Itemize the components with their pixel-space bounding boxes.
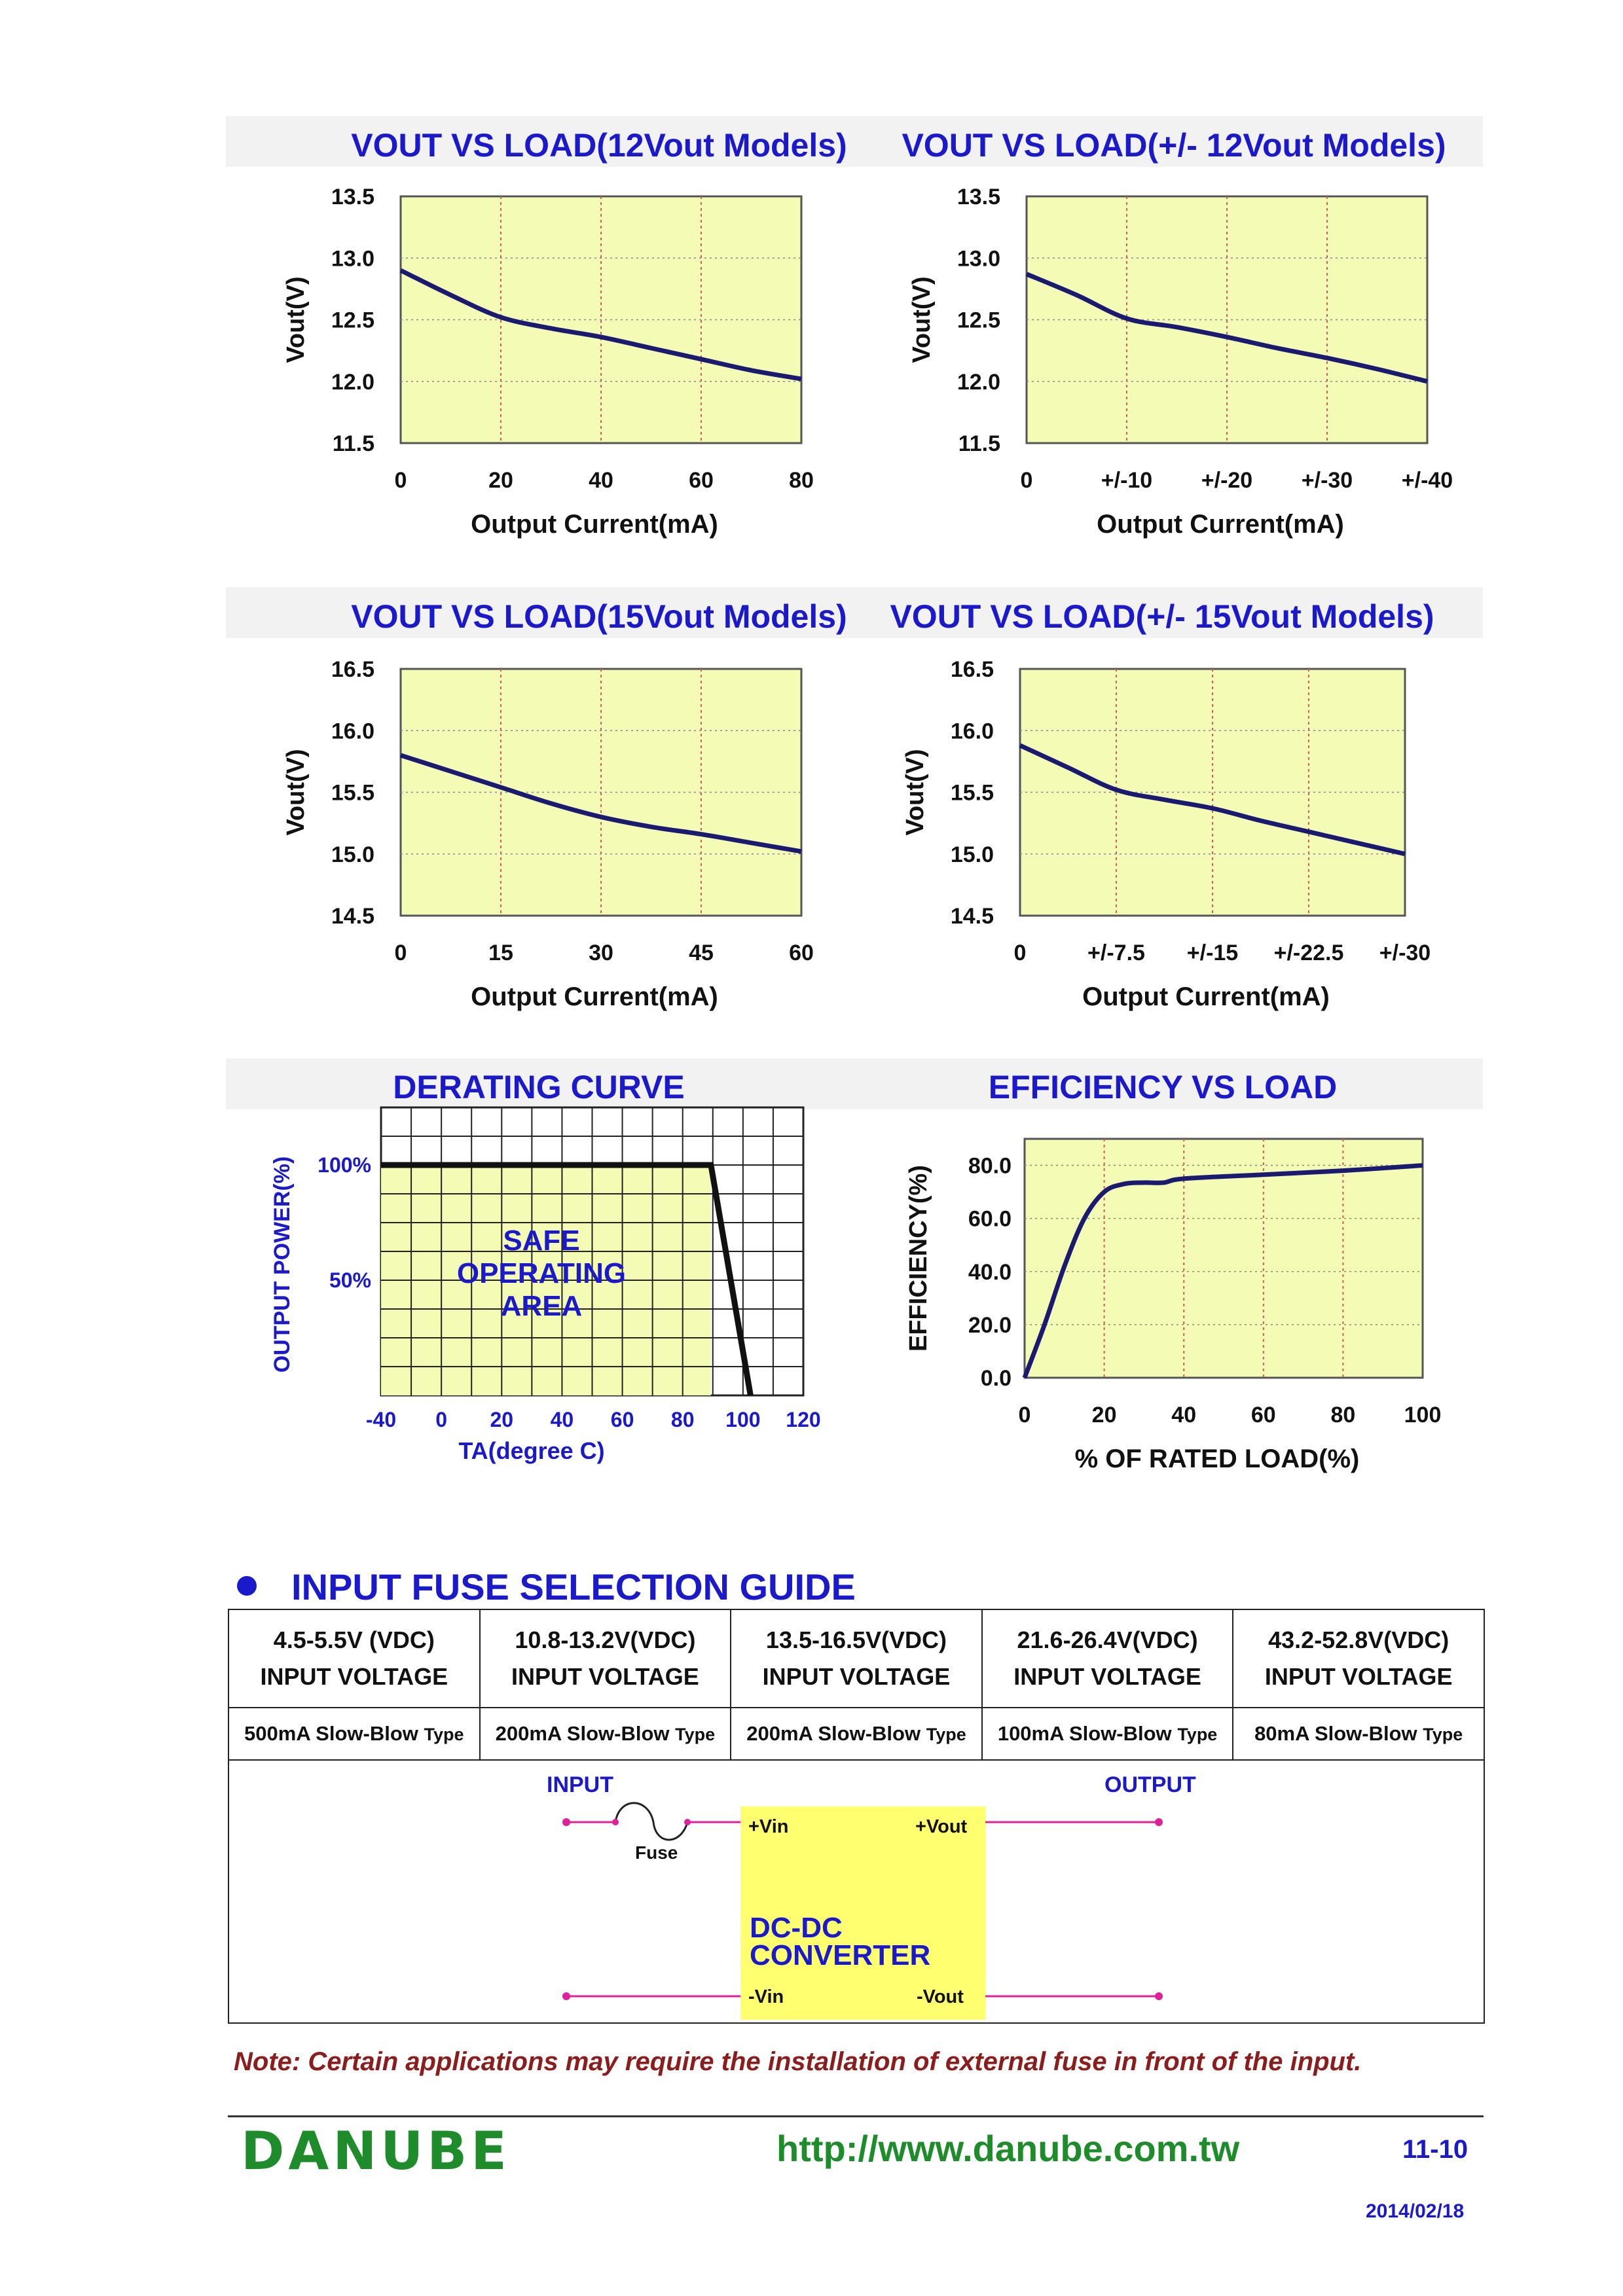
y-tick-label: 16.0	[331, 719, 374, 744]
terminal-dot	[562, 1992, 570, 2000]
x-tick-label: 100	[1404, 1403, 1442, 1427]
converter-label-line2: CONVERTER	[750, 1939, 931, 1971]
x-axis-label: Output Current(mA)	[1082, 982, 1330, 1011]
x-axis-label: Output Current(mA)	[471, 982, 718, 1011]
fuse-icon	[615, 1803, 687, 1840]
y-tick-label: 14.5	[331, 904, 374, 929]
x-tick-label: +/-22.5	[1273, 941, 1344, 965]
safe-area-label: OPERATING	[456, 1257, 627, 1289]
x-tick-label: 60	[689, 468, 714, 493]
x-axis-label: % OF RATED LOAD(%)	[1074, 1444, 1360, 1473]
y-tick-label: 15.0	[950, 842, 994, 867]
y-axis-label: Vout(V)	[902, 749, 929, 836]
terminal-dot	[612, 1819, 619, 1825]
vin-minus-label: -Vin	[748, 1986, 784, 2007]
chart-title: VOUT VS LOAD(+/- 12Vout Models)	[902, 127, 1446, 164]
y-tick-label: 16.5	[331, 657, 374, 682]
x-tick-label: 20	[1091, 1403, 1117, 1427]
x-tick-label: 120	[786, 1408, 821, 1431]
y-axis-label: EFFICIENCY(%)	[905, 1165, 932, 1352]
y-tick-label: 100%	[318, 1153, 371, 1177]
x-tick-label: +/-40	[1401, 468, 1453, 493]
fuse-cell: 500mA Slow-Blow Type	[228, 1708, 480, 1760]
bullet-icon	[237, 1576, 257, 1596]
y-tick-label: 12.0	[331, 369, 374, 395]
x-tick-label: 0	[1020, 468, 1033, 493]
x-tick-label: -40	[365, 1408, 397, 1431]
x-tick-label: 60	[610, 1408, 634, 1431]
terminal-dot	[562, 1818, 570, 1826]
fuse-cell: 100mA Slow-Blow Type	[982, 1708, 1233, 1760]
y-tick-label: 12.5	[331, 308, 374, 333]
x-tick-label: 80	[1330, 1403, 1356, 1427]
fuse-cell: 200mA Slow-Blow Type	[731, 1708, 982, 1760]
y-tick-label: 40.0	[968, 1259, 1012, 1285]
y-tick-label: 0.0	[980, 1366, 1012, 1391]
fuse-cell: 80mA Slow-Blow Type	[1233, 1708, 1484, 1760]
voltage-cell: 13.5-16.5V(VDC) INPUT VOLTAGE	[731, 1609, 982, 1708]
fuse-diagram-cell	[228, 1760, 1484, 2023]
x-tick-label: +/-30	[1301, 468, 1353, 493]
y-axis-label: OUTPUT POWER(%)	[270, 1156, 295, 1373]
y-tick-label: 13.0	[331, 246, 374, 272]
x-tick-label: 0	[1013, 941, 1027, 965]
vin-plus-label: +Vin	[748, 1816, 789, 1837]
x-tick-label: 0	[1018, 1403, 1031, 1427]
fuse-wiring-diagram	[229, 1761, 1484, 2021]
y-tick-label: 16.5	[950, 657, 994, 682]
x-tick-label: 40	[1171, 1403, 1197, 1427]
chart-title: VOUT VS LOAD(12Vout Models)	[351, 127, 847, 164]
y-axis-label: Vout(V)	[282, 749, 310, 836]
voltage-cell: 21.6-26.4V(VDC) INPUT VOLTAGE	[982, 1609, 1233, 1708]
y-tick-label: 11.5	[958, 431, 1000, 456]
website-link[interactable]: http://www.danube.com.tw	[776, 2128, 1240, 2169]
y-axis-label: Vout(V)	[908, 276, 936, 363]
x-tick-label: +/-7.5	[1087, 941, 1145, 965]
chart-title: VOUT VS LOAD(15Vout Models)	[351, 598, 847, 635]
terminal-dot	[1155, 1992, 1163, 2000]
x-tick-label: 40	[589, 468, 613, 493]
x-tick-label: +/-15	[1186, 941, 1239, 965]
x-tick-label: 30	[589, 941, 613, 965]
y-tick-label: 11.5	[332, 431, 374, 456]
safe-area-label: AREA	[500, 1290, 583, 1322]
converter-label-line1: DC-DC	[750, 1912, 843, 1944]
x-tick-label: 40	[550, 1408, 574, 1431]
y-tick-label: 15.5	[331, 780, 374, 806]
y-tick-label: 15.5	[950, 780, 994, 806]
x-axis-label: TA(degree C)	[458, 1437, 605, 1464]
input-label: INPUT	[547, 1772, 613, 1797]
footer-divider	[228, 2115, 1484, 2117]
y-tick-label: 16.0	[950, 719, 994, 744]
y-tick-label: 60.0	[968, 1206, 1012, 1232]
revision-date: 2014/02/18	[1366, 2200, 1465, 2222]
y-tick-label: 13.5	[957, 185, 1000, 209]
x-tick-label: +/-10	[1101, 468, 1153, 493]
terminal-dot	[1155, 1818, 1163, 1826]
x-tick-label: 80	[789, 468, 814, 493]
page-number: 11-10	[1402, 2135, 1468, 2164]
y-tick-label: 80.0	[968, 1153, 1012, 1179]
y-tick-label: 20.0	[968, 1312, 1012, 1338]
fuse-cell: 200mA Slow-Blow Type	[480, 1708, 731, 1760]
voltage-cell: 4.5-5.5V (VDC) INPUT VOLTAGE	[228, 1609, 480, 1708]
fuse-label: Fuse	[635, 1842, 678, 1863]
voltage-cell: 43.2-52.8V(VDC) INPUT VOLTAGE	[1233, 1609, 1484, 1708]
y-tick-label: 15.0	[331, 842, 374, 867]
brand-logo: DANUBE	[241, 2121, 511, 2181]
x-tick-label: 20	[490, 1408, 514, 1431]
terminal-dot	[684, 1819, 691, 1825]
x-tick-label: 15	[488, 941, 513, 965]
chart-title: EFFICIENCY VS LOAD	[988, 1069, 1338, 1105]
fuse-guide-title: INPUT FUSE SELECTION GUIDE	[291, 1566, 856, 1607]
vout-plus-label: +Vout	[915, 1816, 968, 1837]
x-tick-label: +/-30	[1379, 941, 1431, 965]
y-tick-label: 14.5	[950, 904, 994, 929]
fuse-selection-table	[228, 1609, 1485, 2024]
x-tick-label: 0	[394, 468, 407, 493]
x-tick-label: 0	[394, 941, 407, 965]
x-axis-label: Output Current(mA)	[1097, 510, 1344, 539]
x-tick-label: 100	[725, 1408, 761, 1431]
output-label: OUTPUT	[1104, 1772, 1196, 1797]
chart-title: VOUT VS LOAD(+/- 15Vout Models)	[890, 598, 1434, 635]
voltage-cell: 10.8-13.2V(VDC) INPUT VOLTAGE	[480, 1609, 731, 1708]
y-tick-label: 13.0	[957, 246, 1000, 272]
x-tick-label: +/-20	[1201, 468, 1253, 493]
installation-note: Note: Certain applications may require the installation of external fuse in front of the input.	[234, 2047, 1362, 2076]
x-tick-label: 60	[1250, 1403, 1276, 1427]
y-axis-label: Vout(V)	[282, 276, 310, 363]
x-tick-label: 20	[488, 468, 513, 493]
y-tick-label: 12.5	[957, 308, 1000, 333]
y-tick-label: 12.0	[957, 369, 1000, 395]
safe-area-label: SAFE	[503, 1225, 580, 1257]
x-tick-label: 60	[789, 941, 814, 965]
x-tick-label: 80	[670, 1408, 695, 1431]
y-tick-label: 13.5	[331, 185, 374, 209]
chart-title: DERATING CURVE	[393, 1069, 685, 1105]
y-tick-label: 50%	[329, 1268, 371, 1292]
x-tick-label: 45	[689, 941, 714, 965]
x-tick-label: 0	[435, 1408, 448, 1431]
x-axis-label: Output Current(mA)	[471, 510, 718, 539]
vout-minus-label: -Vout	[917, 1986, 964, 2007]
